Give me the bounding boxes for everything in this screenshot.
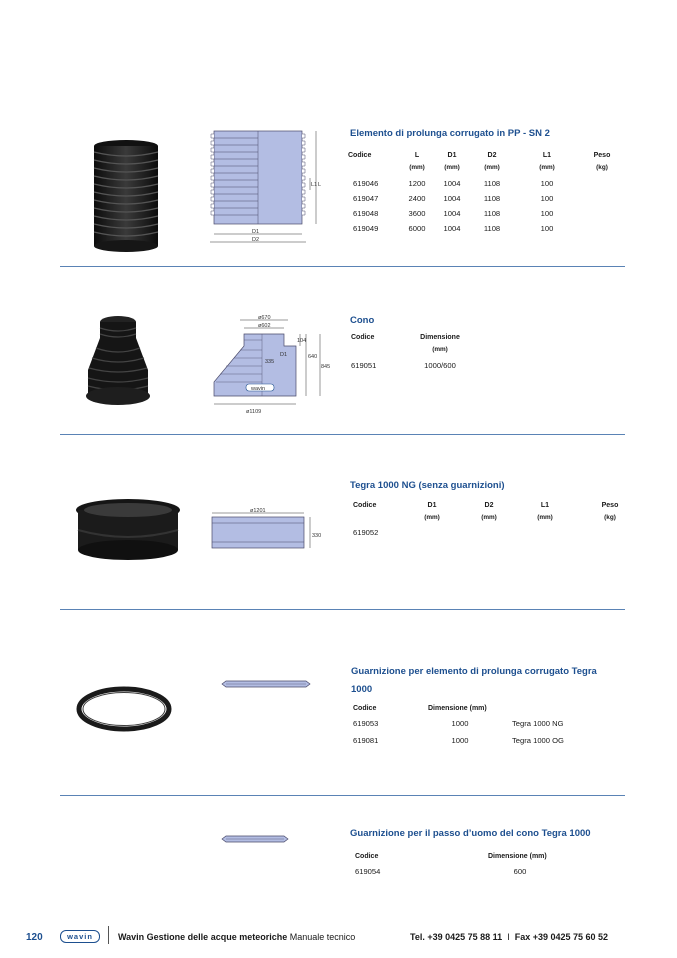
diagram-label-l: L	[318, 182, 322, 188]
corrugated-pipe-photo	[90, 138, 162, 256]
wavin-logo-icon: wavin	[60, 930, 100, 943]
divider	[60, 609, 625, 610]
tegra-diagram	[204, 506, 332, 554]
col-header: Codice	[355, 853, 379, 860]
page-number: 120	[26, 932, 43, 943]
divider	[60, 434, 625, 435]
divider	[60, 795, 625, 796]
col-header: Peso (kg)	[601, 502, 619, 521]
footer-divider	[108, 926, 109, 944]
footer-brand: Wavin Gestione delle acque meteoriche Manuale tecnico	[118, 932, 356, 942]
diagram-label-l1: L1	[311, 182, 318, 188]
section-title: Cono	[350, 315, 375, 326]
diagram-logo-text: wavin	[251, 386, 266, 392]
diagram-label-o1109: ø1109	[246, 409, 262, 415]
ring-photo	[72, 496, 184, 566]
footer-contact: Tel. +39 0425 75 88 11 I Fax +39 0425 75 60 52	[410, 932, 609, 942]
col-header: Dimensione (mm)	[420, 334, 460, 353]
diagram-label-o602: ø602	[258, 323, 271, 329]
divider	[60, 266, 625, 267]
cone-photo	[80, 312, 156, 410]
diagram-label-d2: D2	[252, 237, 260, 243]
col-header: Codice	[348, 152, 372, 159]
col-header: D1 (mm)	[444, 152, 460, 171]
prolunga-diagram	[206, 128, 328, 246]
diagram-label-845: 845	[321, 364, 331, 370]
section-title: Tegra 1000 NG (senza guarnizioni)	[350, 480, 505, 491]
col-header: Codice	[353, 705, 377, 712]
diagram-label-d1: D1	[280, 352, 288, 358]
col-header: D1 (mm)	[424, 502, 440, 521]
diagram-label-o670: ø670	[258, 315, 271, 321]
cone-diagram	[204, 314, 332, 422]
diagram-label-330: 330	[312, 533, 322, 539]
col-header: L1 (mm)	[537, 502, 553, 521]
diagram-label-335: 335	[265, 359, 275, 365]
col-header: D2 (mm)	[481, 502, 497, 521]
diagram-label-d1: D1	[252, 229, 260, 235]
diagram-label-o1201: ø1201	[250, 508, 266, 514]
section-title: Guarnizione per il passo d’uomo del cono Tegra 1000	[350, 828, 591, 839]
diagram-label-640: 640	[308, 354, 318, 360]
col-header: Dimensione (mm)	[488, 853, 547, 860]
gasket-photo	[76, 686, 172, 732]
gasket-cone-diagram	[218, 834, 292, 844]
col-header: Codice	[351, 334, 375, 341]
col-header: D2 (mm)	[484, 152, 500, 171]
col-header: Dimensione (mm)	[428, 705, 487, 712]
diagram-label-104: 104	[297, 338, 307, 344]
section-title: Elemento di prolunga corrugato in PP - SN 2	[350, 128, 550, 139]
col-header: L1 (mm)	[539, 152, 555, 171]
gasket-diagram	[218, 679, 314, 689]
col-header: Codice	[353, 502, 377, 509]
col-header: L (mm)	[409, 152, 425, 171]
col-header: Peso (kg)	[593, 152, 611, 171]
section-title: Guarnizione per elemento di prolunga corrugato Tegra 1000	[351, 666, 597, 695]
